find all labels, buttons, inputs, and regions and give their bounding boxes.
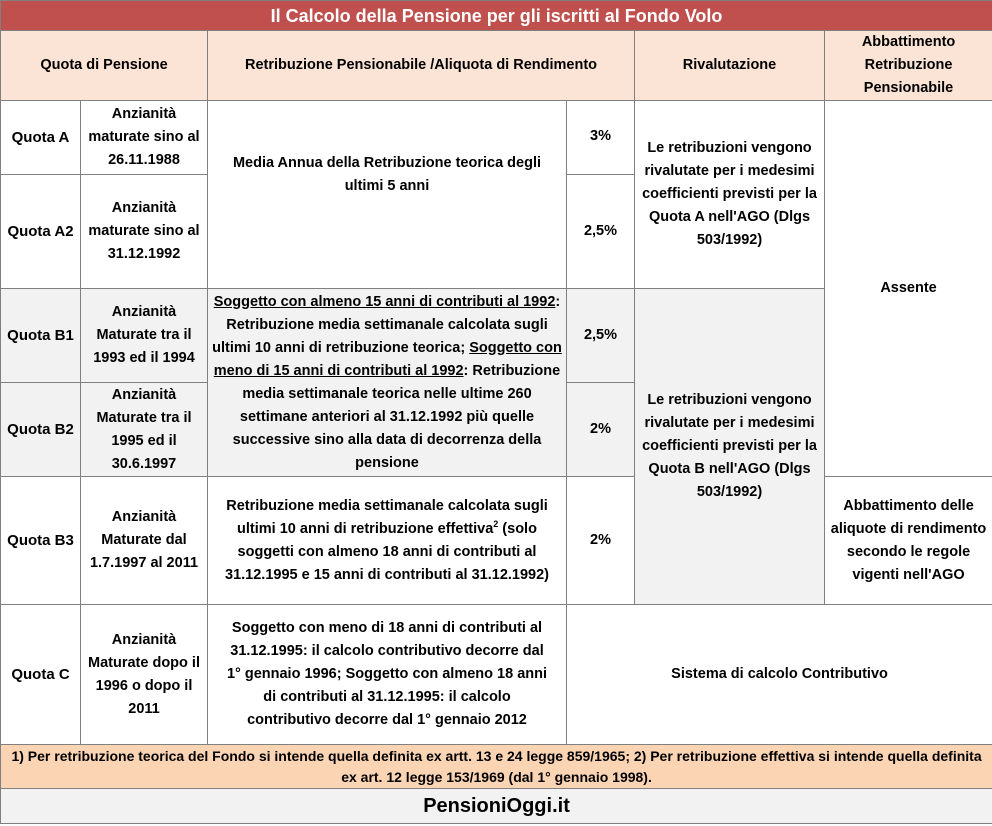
rivalutazione-quota-b: Le retribuzioni vengono rivalutate per i medesimi coefficienti previsti per la Quota B nell'AGO (Dlgs 503/1992) [635, 289, 825, 605]
quota-c-label: Quota C [1, 605, 81, 745]
sistema-quota-c: Sistema di calcolo Contributivo [567, 605, 992, 745]
testo-condizione-1: : Retribuzione media settimanale calcolata sugli ultimi 10 anni di retribuzione teorica; [212, 293, 561, 356]
quota-b3-anzianita: Anzianità Maturate dal 1.7.1997 al 2011 [81, 477, 208, 605]
aliquota-quota-b3: 2% [567, 477, 635, 605]
retribuzione-b3-part2: (solo soggetti con almeno 18 anni di contributi al 31.12.1995 e 15 anni di contributi al 31.12.1992) [225, 520, 549, 583]
retribuzione-quota-c: Soggetto con meno di 18 anni di contributi al 31.12.1995: il calcolo contributivo decorre dal 1° gennaio 1996; Soggetto con almeno 18 anni di contributi al 31.12.1995: il calcolo contributivo decorre dal 1° gennaio 2012 [208, 605, 567, 745]
quota-a-anzianita: Anzianità maturate sino al 26.11.1988 [81, 101, 208, 175]
header-rivalutazione: Rivalutazione [635, 31, 825, 101]
quota-a-label: Quota A [1, 101, 81, 175]
quota-b2-label: Quota B2 [1, 383, 81, 477]
retribuzione-quota-b3 [208, 477, 567, 605]
quota-c-anzianita: Anzianità Maturate dopo il 1996 o dopo il 2011 [81, 605, 208, 745]
brand-footer: PensioniOggi.it [1, 789, 992, 824]
rivalutazione-quota-a: Le retribuzioni vengono rivalutate per i medesimi coefficienti previsti per la Quota A nell'AGO (Dlgs 503/1992) [635, 101, 825, 289]
abbattimento-assente: Assente [825, 101, 992, 477]
quota-b1-anzianita: Anzianità Maturate tra il 1993 ed il 1994 [81, 289, 208, 383]
retribuzione-quota-a: Media Annua della Retribuzione teorica degli ultimi 5 anni [208, 101, 567, 289]
quota-a2-anzianita: Anzianità maturate sino al 31.12.1992 [81, 175, 208, 289]
retribuzione-b3-part1: Retribuzione media settimanale calcolata sugli ultimi 10 anni di retribuzione effettiva [226, 497, 548, 537]
testo-condizione-2: : Retribuzione media settimanale teorica nelle ultime 260 settimane anteriori al 31.12.1992 più quelle successive sino alla data di decorrenza della pensione [232, 362, 561, 471]
condizione-1: Soggetto con almeno 15 anni di contributi al 1992 [213, 293, 556, 310]
header-abbattimento: Abbattimento Retribuzione Pensionabile [825, 31, 992, 101]
aliquota-quota-a2: 2,5% [567, 175, 635, 289]
quota-b3-label: Quota B3 [1, 477, 81, 605]
quota-b2-anzianita: Anzianità Maturate tra il 1995 ed il 30.6.1997 [81, 383, 208, 477]
header-quota: Quota di Pensione [1, 31, 208, 101]
aliquota-quota-b1: 2,5% [567, 289, 635, 383]
quota-a2-label: Quota A2 [1, 175, 81, 289]
condizione-2: Soggetto con meno di 15 anni di contributi al 1992 [213, 339, 562, 379]
quota-b1-label: Quota B1 [1, 289, 81, 383]
footnote-ref: 2 [493, 518, 499, 529]
aliquota-quota-b2: 2% [567, 383, 635, 477]
retribuzione-quota-b [208, 289, 567, 477]
header-retribuzione: Retribuzione Pensionabile /Aliquota di Rendimento [208, 31, 635, 101]
table-title: Il Calcolo della Pensione per gli iscritti al Fondo Volo [1, 1, 992, 31]
aliquota-quota-a: 3% [567, 101, 635, 175]
abbattimento-quota-b3: Abbattimento delle aliquote di rendimento secondo le regole vigenti nell'AGO [825, 477, 992, 605]
footnotes: 1) Per retribuzione teorica del Fondo si intende quella definita ex artt. 13 e 24 legge 859/1965; 2) Per retribuzione effettiva si intende quella definita ex art. 12 legge 153/1969 (dal 1° gennaio 1998). [1, 745, 992, 789]
